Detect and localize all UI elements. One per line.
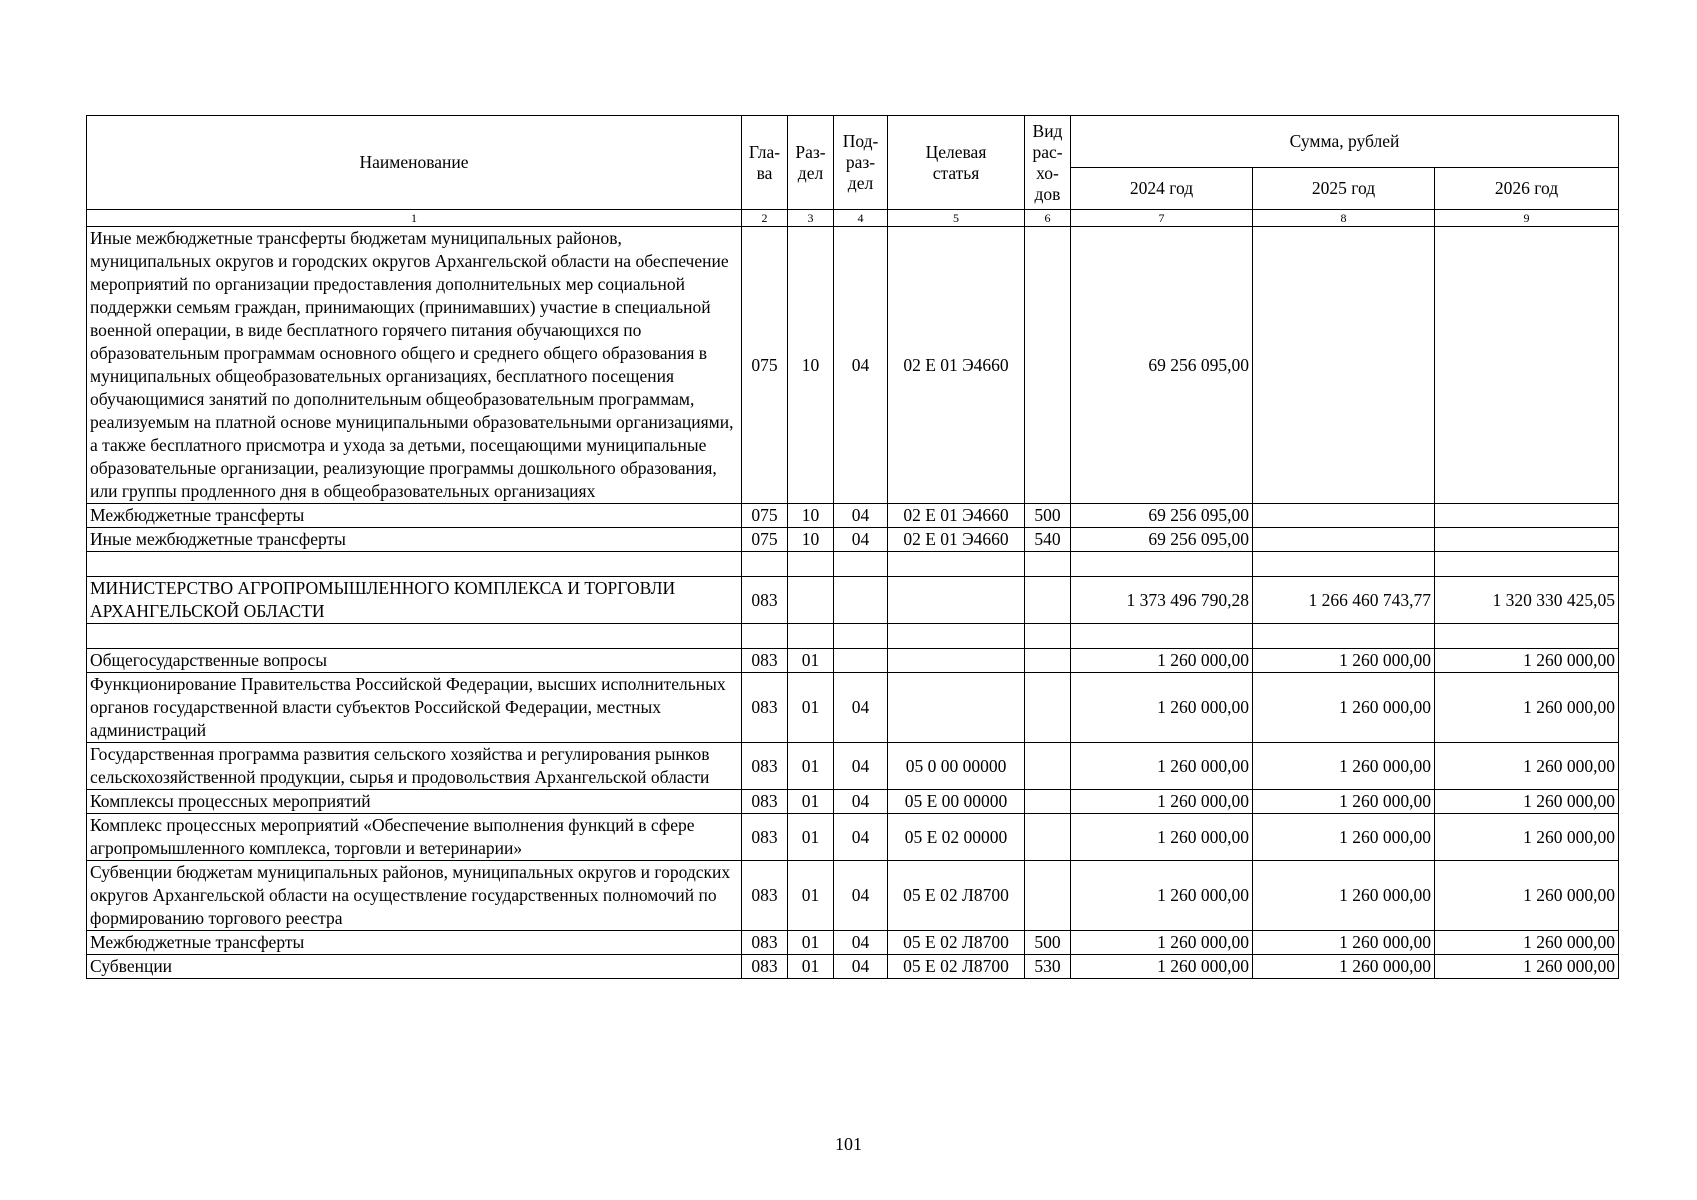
row-vid: [1025, 649, 1071, 673]
row-amount-2025: 1 260 000,00: [1253, 649, 1435, 673]
table-row: [87, 528, 1619, 552]
row-vid: [1025, 790, 1071, 814]
row-vid: 530: [1025, 955, 1071, 979]
row-name: Иные межбюджетные трансферты бюджетам муниципальных районов, муниципальных округов и городских округов Архангельской области на обеспечение мероприятий по организации предоставления дополнительных мер социальной поддержки семьям граждан, принимающих (принимавших) участие в специальной военной операции, в виде бесплатного горячего питания обучающихся по образовательным программам основного общего и среднего общего образования в муниципальных общеобразовательных организациях, бесплатного посещения обучающимися занятий по дополнительным общеобразовательным программам, реализуемым на платной основе муниципальными образовательными организациями, а также бесплатного присмотра и ухода за детьми, посещающими муниципальные образовательные организации, реализующие программы дошкольного образования, или группы продленного дня в общеобразовательных организациях: [87, 227, 742, 504]
row-razdel: [788, 624, 834, 649]
column-number: 3: [788, 210, 834, 227]
row-name: МИНИСТЕРСТВО АГРОПРОМЫШЛЕННОГО КОМПЛЕКСА И ТОРГОВЛИ АРХАНГЕЛЬСКОЙ ОБЛАСТИ: [87, 577, 742, 624]
row-amount-2025: 1 260 000,00: [1253, 790, 1435, 814]
row-amount-2026: 1 320 330 425,05: [1435, 577, 1619, 624]
row-target: 02 Е 01 Э4660: [888, 227, 1025, 504]
header-2024: 2024 год: [1071, 168, 1253, 210]
row-amount-2026: 1 260 000,00: [1435, 814, 1619, 861]
row-amount-2026: 1 260 000,00: [1435, 790, 1619, 814]
row-amount-2026: 1 260 000,00: [1435, 743, 1619, 790]
row-amount-2026: 1 260 000,00: [1435, 861, 1619, 931]
header-sum: Сумма, рублей: [1071, 116, 1619, 168]
row-podrazdel: 04: [834, 743, 888, 790]
table-header: [87, 116, 1619, 227]
column-number: 9: [1435, 210, 1619, 227]
row-amount-2026: [1435, 528, 1619, 552]
row-glava: 083: [742, 955, 788, 979]
row-vid: [1025, 814, 1071, 861]
row-podrazdel: 04: [834, 673, 888, 743]
row-amount-2024: 1 260 000,00: [1071, 814, 1253, 861]
row-vid: [1025, 624, 1071, 649]
row-glava: 083: [742, 861, 788, 931]
row-amount-2025: [1253, 504, 1435, 528]
table-row: [87, 577, 1619, 624]
row-target: [888, 673, 1025, 743]
row-target: 02 Е 01 Э4660: [888, 504, 1025, 528]
row-amount-2025: [1253, 624, 1435, 649]
row-razdel: [788, 577, 834, 624]
row-amount-2024: 69 256 095,00: [1071, 504, 1253, 528]
spacer-row: [87, 552, 1619, 577]
row-name: [87, 624, 742, 649]
header-razdel: Раз- дел: [788, 116, 834, 210]
table-row: [87, 861, 1619, 931]
row-vid: 500: [1025, 504, 1071, 528]
header-vid: Вид рас- хо- дов: [1025, 116, 1071, 210]
row-razdel: 01: [788, 955, 834, 979]
row-amount-2024: 1 260 000,00: [1071, 673, 1253, 743]
row-vid: [1025, 743, 1071, 790]
table-row: [87, 790, 1619, 814]
row-vid: [1025, 227, 1071, 504]
table-row: [87, 743, 1619, 790]
row-podrazdel: [834, 577, 888, 624]
row-name: Общегосударственные вопросы: [87, 649, 742, 673]
row-amount-2025: [1253, 528, 1435, 552]
row-amount-2026: 1 260 000,00: [1435, 955, 1619, 979]
row-amount-2026: 1 260 000,00: [1435, 673, 1619, 743]
row-podrazdel: 04: [834, 528, 888, 552]
row-amount-2025: 1 260 000,00: [1253, 931, 1435, 955]
row-name: Комплексы процессных мероприятий: [87, 790, 742, 814]
row-razdel: 10: [788, 504, 834, 528]
row-razdel: 10: [788, 528, 834, 552]
row-vid: [1025, 861, 1071, 931]
row-glava: 083: [742, 743, 788, 790]
row-podrazdel: 04: [834, 931, 888, 955]
row-amount-2024: 1 260 000,00: [1071, 861, 1253, 931]
row-amount-2024: [1071, 552, 1253, 577]
table-row: [87, 504, 1619, 528]
column-number: 5: [888, 210, 1025, 227]
row-podrazdel: 04: [834, 790, 888, 814]
column-number: 2: [742, 210, 788, 227]
row-vid: 500: [1025, 931, 1071, 955]
header-glava: Гла- ва: [742, 116, 788, 210]
page-number: 101: [835, 1134, 862, 1154]
table-row: [87, 649, 1619, 673]
row-podrazdel: [834, 552, 888, 577]
row-podrazdel: 04: [834, 504, 888, 528]
row-target: 05 Е 02 Л8700: [888, 861, 1025, 931]
row-podrazdel: 04: [834, 814, 888, 861]
row-vid: [1025, 577, 1071, 624]
row-target: 05 Е 00 00000: [888, 790, 1025, 814]
row-amount-2024: 1 260 000,00: [1071, 743, 1253, 790]
row-name: Комплекс процессных мероприятий «Обеспечение выполнения функций в сфере агропромышленного комплекса, торговли и ветеринарии»: [87, 814, 742, 861]
row-glava: [742, 624, 788, 649]
row-amount-2025: 1 260 000,00: [1253, 814, 1435, 861]
row-glava: 075: [742, 227, 788, 504]
row-podrazdel: [834, 624, 888, 649]
row-target: [888, 649, 1025, 673]
header-podrazdel: Под- раз- дел: [834, 116, 888, 210]
row-target: [888, 552, 1025, 577]
row-glava: 083: [742, 577, 788, 624]
row-amount-2026: [1435, 227, 1619, 504]
row-amount-2026: [1435, 624, 1619, 649]
row-name: Функционирование Правительства Российской Федерации, высших исполнительных органов государственной власти субъектов Российской Федерации, местных администраций: [87, 673, 742, 743]
row-target: [888, 577, 1025, 624]
header-target: Целевая статья: [888, 116, 1025, 210]
row-glava: 083: [742, 649, 788, 673]
row-razdel: 10: [788, 227, 834, 504]
row-amount-2024: 1 373 496 790,28: [1071, 577, 1253, 624]
row-glava: 083: [742, 673, 788, 743]
row-amount-2025: [1253, 227, 1435, 504]
row-name: Иные межбюджетные трансферты: [87, 528, 742, 552]
column-number-row: [87, 210, 1619, 227]
row-glava: 075: [742, 528, 788, 552]
row-target: 05 Е 02 Л8700: [888, 931, 1025, 955]
row-name: Межбюджетные трансферты: [87, 504, 742, 528]
row-glava: 075: [742, 504, 788, 528]
header-2026: 2026 год: [1435, 168, 1619, 210]
table-row: [87, 227, 1619, 504]
row-razdel: 01: [788, 814, 834, 861]
row-razdel: [788, 552, 834, 577]
row-vid: [1025, 552, 1071, 577]
table-row: [87, 955, 1619, 979]
column-number: 1: [87, 210, 742, 227]
table-row: [87, 931, 1619, 955]
row-amount-2026: [1435, 504, 1619, 528]
row-amount-2024: 1 260 000,00: [1071, 931, 1253, 955]
row-amount-2026: 1 260 000,00: [1435, 649, 1619, 673]
row-razdel: 01: [788, 673, 834, 743]
row-glava: 083: [742, 931, 788, 955]
column-number: 4: [834, 210, 888, 227]
budget-table: [86, 115, 1619, 979]
row-amount-2026: 1 260 000,00: [1435, 931, 1619, 955]
row-amount-2024: 1 260 000,00: [1071, 649, 1253, 673]
column-number: 7: [1071, 210, 1253, 227]
row-razdel: 01: [788, 861, 834, 931]
row-amount-2024: 1 260 000,00: [1071, 790, 1253, 814]
row-vid: [1025, 673, 1071, 743]
row-amount-2024: 69 256 095,00: [1071, 227, 1253, 504]
row-amount-2024: 1 260 000,00: [1071, 955, 1253, 979]
table-row: [87, 814, 1619, 861]
row-podrazdel: 04: [834, 861, 888, 931]
row-amount-2024: [1071, 624, 1253, 649]
row-name: Межбюджетные трансферты: [87, 931, 742, 955]
row-name: Субвенции бюджетам муниципальных районов, муниципальных округов и городских округов Архангельской области на осуществление государственных полномочий по формированию торгового реестра: [87, 861, 742, 931]
row-amount-2026: [1435, 552, 1619, 577]
row-target: 05 0 00 00000: [888, 743, 1025, 790]
row-glava: 083: [742, 814, 788, 861]
row-amount-2025: 1 266 460 743,77: [1253, 577, 1435, 624]
row-amount-2025: [1253, 552, 1435, 577]
row-razdel: 01: [788, 790, 834, 814]
row-glava: [742, 552, 788, 577]
row-podrazdel: [834, 649, 888, 673]
row-name: Государственная программа развития сельского хозяйства и регулирования рынков сельскохозяйственной продукции, сырья и продовольствия Архангельской области: [87, 743, 742, 790]
header-name: Наименование: [87, 116, 742, 210]
row-name: Субвенции: [87, 955, 742, 979]
spacer-row: [87, 624, 1619, 649]
row-vid: 540: [1025, 528, 1071, 552]
row-amount-2025: 1 260 000,00: [1253, 673, 1435, 743]
row-name: [87, 552, 742, 577]
table-row: [87, 673, 1619, 743]
table-body: [87, 227, 1619, 979]
row-podrazdel: 04: [834, 955, 888, 979]
row-target: [888, 624, 1025, 649]
header-2025: 2025 год: [1253, 168, 1435, 210]
row-amount-2025: 1 260 000,00: [1253, 955, 1435, 979]
row-target: 05 Е 02 00000: [888, 814, 1025, 861]
row-target: 02 Е 01 Э4660: [888, 528, 1025, 552]
row-razdel: 01: [788, 931, 834, 955]
row-amount-2024: 69 256 095,00: [1071, 528, 1253, 552]
row-amount-2025: 1 260 000,00: [1253, 861, 1435, 931]
row-podrazdel: 04: [834, 227, 888, 504]
column-number: 6: [1025, 210, 1071, 227]
row-razdel: 01: [788, 743, 834, 790]
column-number: 8: [1253, 210, 1435, 227]
row-amount-2025: 1 260 000,00: [1253, 743, 1435, 790]
row-target: 05 Е 02 Л8700: [888, 955, 1025, 979]
row-razdel: 01: [788, 649, 834, 673]
row-glava: 083: [742, 790, 788, 814]
